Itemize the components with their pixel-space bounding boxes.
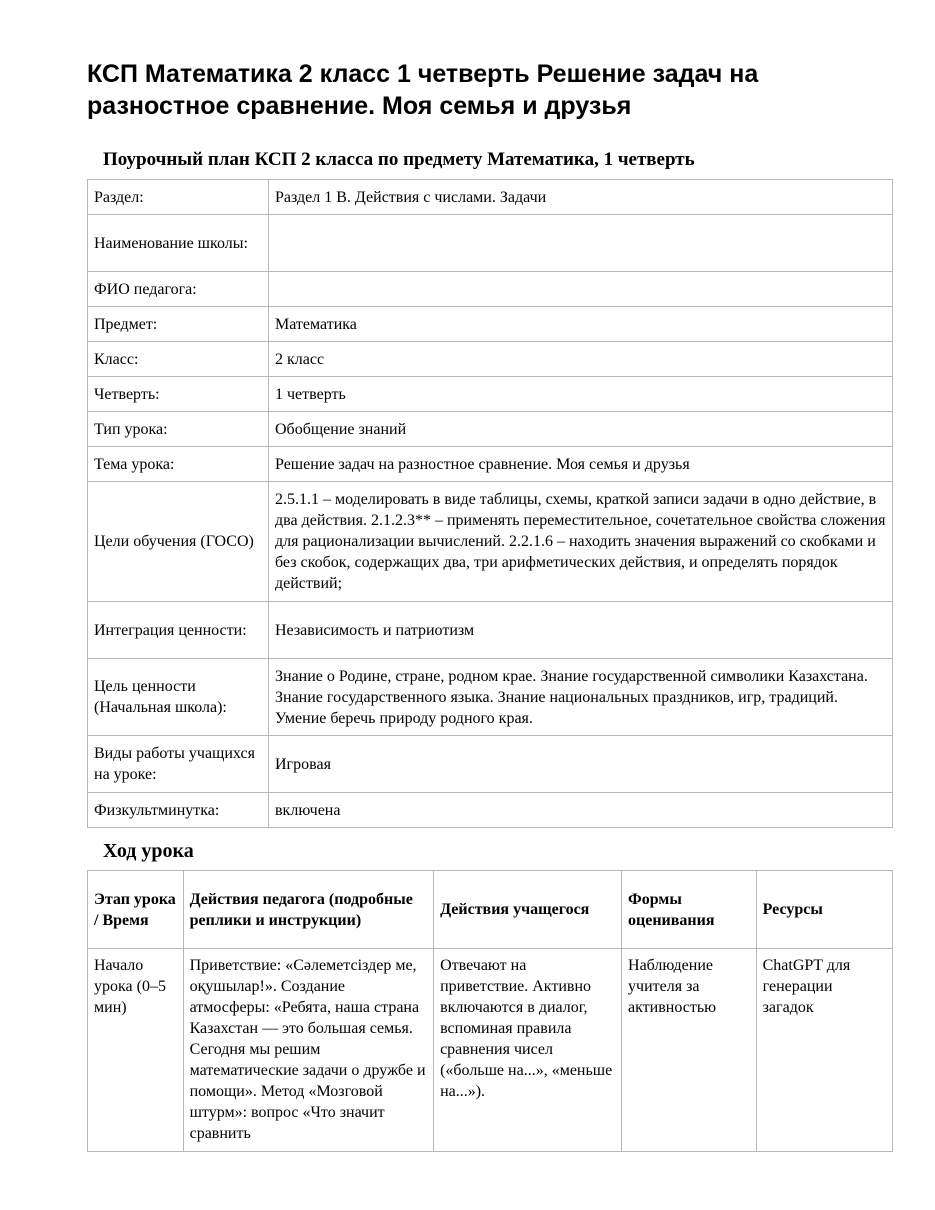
row-label: Тип урока: [88, 412, 269, 447]
row-label: Цели обучения (ГОСО) [88, 482, 269, 602]
table-row [88, 602, 893, 659]
table-row [88, 307, 893, 342]
lesson-info-table [87, 179, 893, 828]
row-value: 2.5.1.1 – моделировать в виде таблицы, схемы, краткой записи задачи в одно действие, в два действия. 2.1.2.3** – применять переместительное, сочетательное свойства сложения для рационализации вычислений. 2.2.1.6 – находить значения выражений со скобками и без скобок, содержащих два, три арифметических действия, и определять порядок действий; [269, 482, 893, 602]
row-label: Наименование школы: [88, 215, 269, 272]
column-header-student: Действия учащегося [434, 871, 622, 949]
row-label: Класс: [88, 342, 269, 377]
row-label: Тема урока: [88, 447, 269, 482]
column-header-teacher: Действия педагога (подробные реплики и инструкции) [183, 871, 433, 949]
row-label: Интеграция ценности: [88, 602, 269, 659]
column-header-assessment: Формы оценивания [622, 871, 757, 949]
cell-stage: Начало урока (0–5 мин) [88, 949, 184, 1152]
row-label: Раздел: [88, 180, 269, 215]
row-label: Четверть: [88, 377, 269, 412]
lesson-flow-heading: Ход урока [103, 840, 194, 862]
cell-student-actions: Отвечают на приветствие. Активно включаются в диалог, вспоминая правила сравнения чисел («больше на...», «меньше на...»). [434, 949, 622, 1152]
row-label: Предмет: [88, 307, 269, 342]
table-row [88, 659, 893, 736]
cell-teacher-actions: Приветствие: «Сәлеметсіздер ме, оқушылар!». Создание атмосферы: «Ребята, наша страна Казахстан — это большая семья. Сегодня мы решим математические задачи о дружбе и помощи». Метод «Мозговой штурм»: вопрос «Что значит сравнить [183, 949, 433, 1152]
row-value: Математика [269, 307, 893, 342]
table-row [88, 949, 893, 1152]
table-header-row [88, 871, 893, 949]
row-value: Знание о Родине, стране, родном крае. Знание государственной символики Казахстана. Знание государственного языка. Знание национальных праздников, игр, традиций. Умение беречь природу родного края. [269, 659, 893, 736]
row-value: Решение задач на разностное сравнение. Моя семья и друзья [269, 447, 893, 482]
table-row [88, 793, 893, 828]
document-title: КСП Математика 2 класс 1 четверть Решение задач на разностное сравнение. Моя семья и друзья [87, 60, 759, 120]
row-value [269, 272, 893, 307]
row-label: ФИО педагога: [88, 272, 269, 307]
row-value: Независимость и патриотизм [269, 602, 893, 659]
row-value: включена [269, 793, 893, 828]
cell-assessment: Наблюдение учителя за активностью [622, 949, 757, 1152]
row-value: Игровая [269, 736, 893, 793]
table-row [88, 272, 893, 307]
lesson-flow-table [87, 870, 893, 1152]
table-row [88, 215, 893, 272]
plan-subtitle: Поурочный план КСП 2 класса по предмету Математика, 1 четверть [103, 149, 695, 170]
table-row [88, 482, 893, 602]
row-value: Раздел 1 В. Действия с числами. Задачи [269, 180, 893, 215]
table-row [88, 377, 893, 412]
row-label: Виды работы учащихся на уроке: [88, 736, 269, 793]
row-label: Физкультминутка: [88, 793, 269, 828]
cell-resources: ChatGPT для генерации загадок [756, 949, 892, 1152]
table-row [88, 447, 893, 482]
column-header-resources: Ресурсы [756, 871, 892, 949]
table-row [88, 412, 893, 447]
row-value [269, 215, 893, 272]
column-header-stage: Этап урока / Время [88, 871, 184, 949]
table-row [88, 180, 893, 215]
row-label: Цель ценности (Начальная школа): [88, 659, 269, 736]
row-value: 1 четверть [269, 377, 893, 412]
table-row [88, 342, 893, 377]
row-value: Обобщение знаний [269, 412, 893, 447]
row-value: 2 класс [269, 342, 893, 377]
table-row [88, 736, 893, 793]
